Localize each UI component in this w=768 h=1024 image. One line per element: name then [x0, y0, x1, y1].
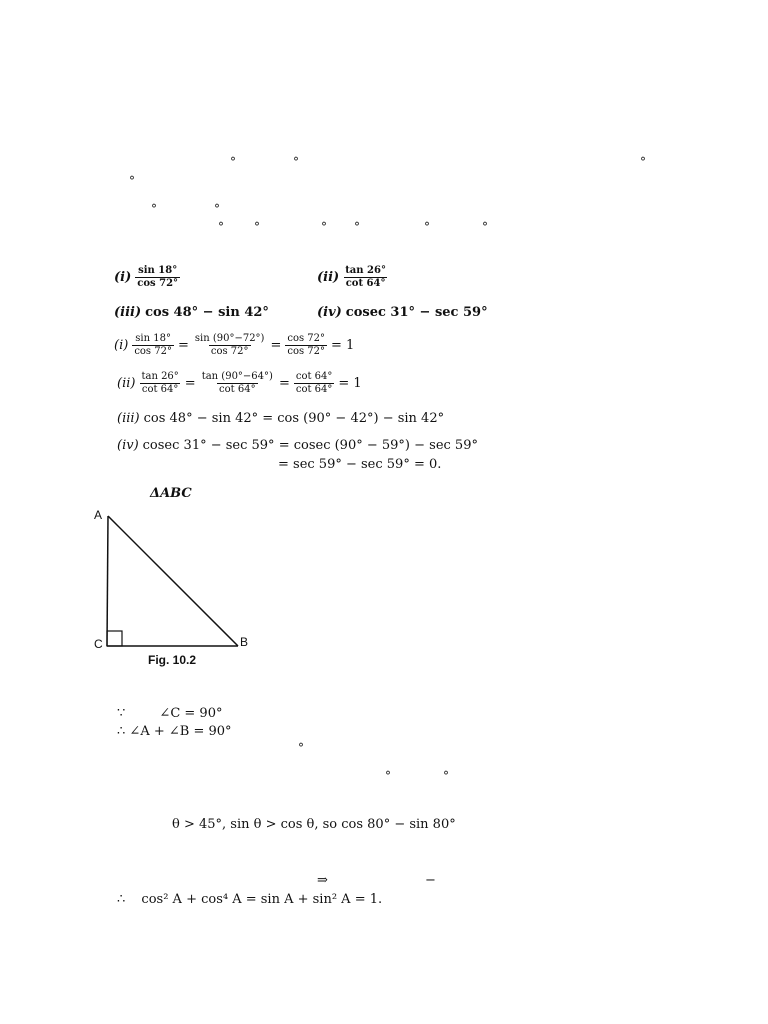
solution-iv: [117, 438, 478, 453]
fraction: [285, 333, 327, 358]
question-expr: cosec 31° − sec 59°: [345, 305, 488, 320]
triangle-figure: [84, 506, 254, 674]
solution-expr: cosec 31° − sec 59° = cosec (90° − 59°) − sec 59°: [142, 438, 478, 453]
fraction: [193, 333, 267, 358]
solution-label: (ii): [117, 376, 136, 391]
fraction: [200, 371, 275, 396]
degree-mark: °: [354, 220, 360, 234]
degree-mark: °: [482, 220, 488, 234]
question-i: [114, 265, 180, 290]
denominator: cos 72°: [137, 278, 179, 289]
dash-symbol: −: [425, 873, 436, 888]
degree-mark: °: [443, 769, 449, 783]
question-label: (i): [114, 270, 132, 285]
figure-caption: Fig. 10.2: [148, 653, 197, 667]
degree-mark: °: [254, 220, 260, 234]
therefore-line: [117, 724, 232, 739]
numerator: tan 26°: [141, 371, 179, 382]
degree-mark: °: [151, 202, 157, 216]
question-label: (iv): [317, 305, 342, 320]
denominator: cos 72°: [134, 346, 172, 357]
denominator: cot 64°: [219, 384, 256, 395]
numerator: sin (90°−72°): [194, 333, 265, 344]
solution-iii: [117, 411, 444, 426]
denominator: cot 64°: [141, 384, 179, 395]
result: = 1: [338, 376, 362, 391]
degree-mark: °: [218, 220, 224, 234]
fraction: [135, 265, 180, 290]
degree-mark: °: [298, 741, 304, 755]
solution-iv-line2: = sec 59° − sec 59° = 0.: [278, 457, 442, 472]
question-label: (iii): [114, 305, 142, 320]
numerator: tan (90°−64°): [201, 371, 273, 382]
triangle-diagram: [84, 506, 254, 674]
numerator: cot 64°: [295, 371, 333, 382]
theta-line: θ > 45°, sin θ > cos θ, so cos 80° − sin 80°: [172, 817, 456, 832]
question-iv: [317, 305, 488, 320]
solution-ii: (ii) $\frac{\tan 26^\circ}{\cot 64^\circ}$ = $\frac{\tan (90^\circ-64^\circ)}{\cot 64^\circ}$ = $\frac{\cot 64^\circ}{\cot 64^\circ}$ = 1: [117, 371, 362, 395]
numerator: tan 26°: [345, 265, 386, 276]
vertex-label-c: C: [94, 637, 103, 651]
final-line: [117, 892, 382, 907]
fraction: [139, 371, 180, 396]
solution-label: (i): [114, 338, 129, 353]
right-angle-marker: [107, 631, 122, 646]
solution-i: (i) $\frac{\sin 18^\circ}{\cos 72^\circ}$ = $\frac{\sin (90^\circ-72^\circ)}{\cos 72^\circ}$ = $\frac{\cos 72^\circ}{\cos 72^\circ}$ = 1: [114, 333, 355, 357]
solution-label: (iv): [117, 438, 139, 453]
degree-mark: °: [640, 155, 646, 169]
therefore-symbol: ∴: [117, 892, 126, 907]
degree-mark: °: [230, 155, 236, 169]
final-expr: cos² A + cos⁴ A = sin A + sin² A = 1.: [141, 892, 383, 907]
denominator: cot 64°: [295, 384, 333, 395]
because-expr: ∠C = 90°: [159, 706, 223, 721]
denominator: cos 72°: [287, 346, 326, 357]
side-ac: [107, 516, 108, 646]
because-symbol: ∵: [117, 706, 126, 721]
question-expr: cos 48° − sin 42°: [145, 305, 269, 320]
result: = 1: [331, 338, 355, 353]
triangle-title: ΔABC: [150, 486, 192, 501]
degree-mark: °: [385, 769, 391, 783]
vertex-label-a: A: [94, 508, 103, 522]
question-iii: [114, 305, 269, 320]
because-line: [117, 706, 222, 721]
vertex-label-b: B: [240, 635, 249, 649]
side-ab: [108, 516, 238, 646]
solution-expr: cos 48° − sin 42° = cos (90° − 42°) − sin 42°: [143, 411, 445, 426]
therefore-symbol: ∴: [117, 724, 126, 739]
degree-mark: °: [129, 174, 135, 188]
implies-symbol: ⇒: [317, 873, 328, 888]
degree-mark: °: [293, 155, 299, 169]
fraction: [132, 333, 174, 358]
degree-mark: °: [214, 202, 220, 216]
fraction: [343, 265, 388, 290]
denominator: cos 72°: [210, 346, 249, 357]
degree-mark: °: [321, 220, 327, 234]
therefore-expr: ∠A + ∠B = 90°: [129, 724, 232, 739]
fraction: [294, 371, 335, 396]
degree-mark: °: [424, 220, 430, 234]
numerator: cos 72°: [287, 333, 326, 344]
numerator: sin 18°: [138, 265, 178, 276]
solution-label: (iii): [117, 411, 140, 426]
denominator: cot 64°: [345, 278, 386, 289]
numerator: sin 18°: [135, 333, 171, 344]
question-label: (ii): [317, 270, 340, 285]
question-ii: [317, 265, 388, 290]
